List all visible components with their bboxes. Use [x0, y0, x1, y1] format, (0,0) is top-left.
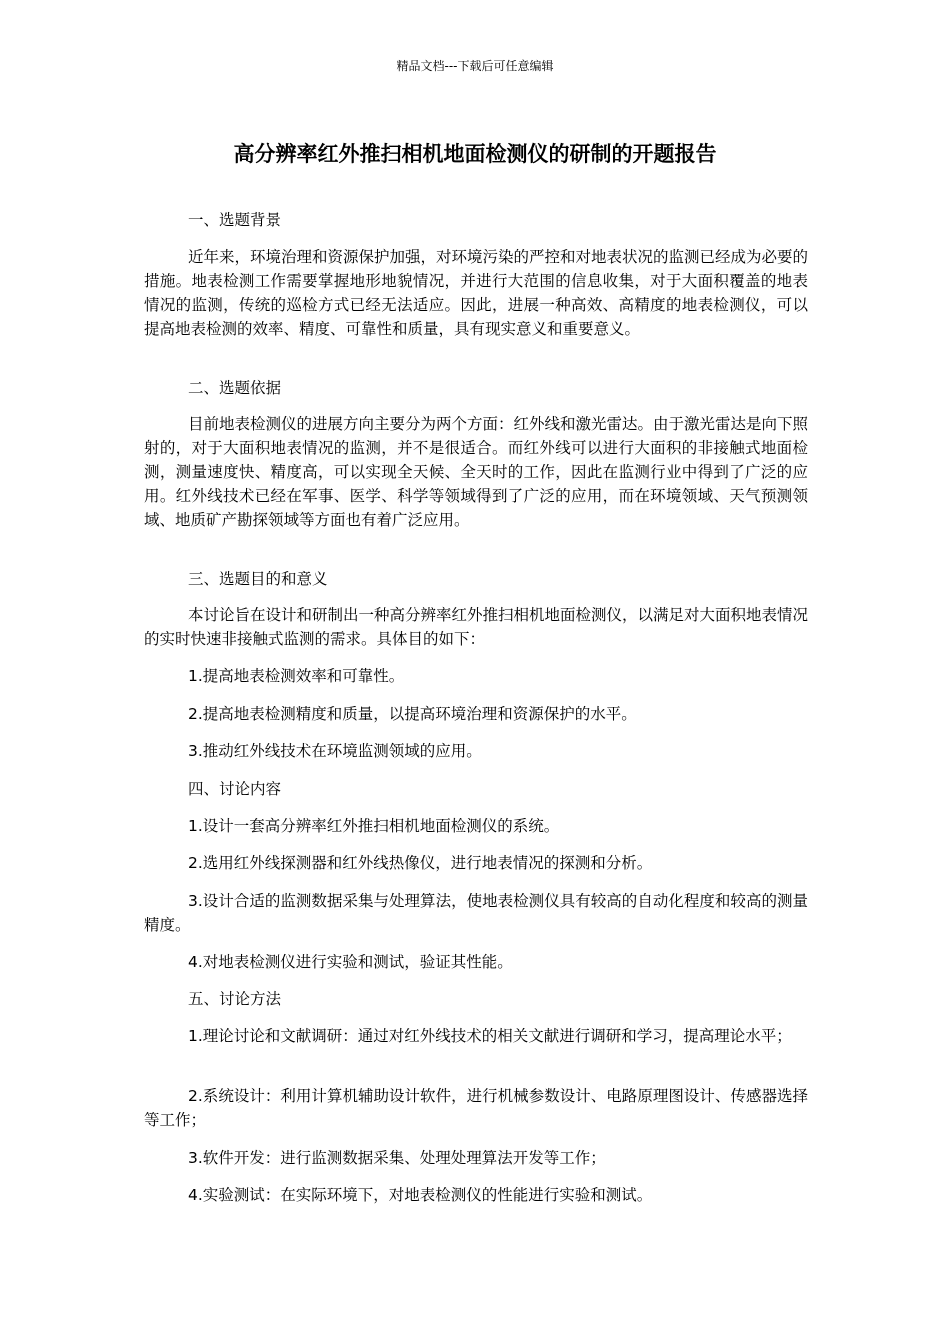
content-item-3: 3.设计合适的监测数据采集与处理算法，使地表检测仪具有较高的自动化程度和较高的测量精度。	[144, 892, 808, 934]
paragraph-basis: 目前地表检测仪的进展方向主要分为两个方面：红外线和激光雷达。由于激光雷达是向下照射的，对于大面积地表情况的监测，并不是很适合。而红外线可以进行大面积的非接触式地面检测，测量速度快、精度高，可以实现全天候、全天时的工作，因此在监测行业中得到了广泛的应用。红外线技术已经在军事、医学、科学等领域得到了广泛的应用，而在环境领域、天气预测领域、地质矿产勘探领域等方面也有着广泛应用。	[144, 415, 809, 529]
section-heading-purpose: 三、选题目的和意义	[188, 570, 328, 588]
section-heading-content: 四、讨论内容	[188, 780, 282, 798]
content-item-2: 2.选用红外线探测器和红外线热像仪，进行地表情况的探测和分析。	[188, 854, 653, 872]
purpose-item-1: 1.提高地表检测效率和可靠性。	[188, 667, 405, 685]
content-item-4: 4.对地表检测仪进行实验和测试，验证其性能。	[188, 953, 513, 971]
purpose-item-2: 2.提高地表检测精度和质量，以提高环境治理和资源保护的水平。	[188, 705, 637, 723]
section-heading-basis: 二、选题依据	[188, 379, 282, 397]
content-item-1: 1.设计一套高分辨率红外推扫相机地面检测仪的系统。	[188, 817, 560, 835]
header-note: 精品文档---下载后可任意编辑	[396, 59, 554, 73]
paragraph-purpose: 本讨论旨在设计和研制出一种高分辨率红外推扫相机地面检测仪，以满足对大面积地表情况的实时快速非接触式监测的需求。具体目的如下：	[144, 606, 809, 648]
purpose-item-3: 3.推动红外线技术在环境监测领域的应用。	[188, 742, 482, 760]
paragraph-background: 近年来，环境治理和资源保护加强，对环境污染的严控和对地表状况的监测已经成为必要的措施。地表检测工作需要掌握地形地貌情况，并进行大范围的信息收集，对于大面积覆盖的地表情况的监测，传统的巡检方式已经无法适应。因此，进展一种高效、高精度的地表检测仪，可以提高地表检测的效率、精度、可靠性和质量，具有现实意义和重要意义。	[144, 248, 809, 338]
method-item-1: 1.理论讨论和文献调研：通过对红外线技术的相关文献进行调研和学习，提高理论水平；	[188, 1027, 792, 1045]
method-item-2: 2.系统设计：利用计算机辅助设计软件，进行机械参数设计、电路原理图设计、传感器选择等工作；	[144, 1087, 808, 1129]
document-title: 高分辨率红外推扫相机地面检测仪的研制的开题报告	[233, 142, 717, 166]
section-heading-method: 五、讨论方法	[188, 990, 282, 1008]
method-item-3: 3.软件开发：进行监测数据采集、处理处理算法开发等工作；	[188, 1149, 606, 1167]
method-item-4: 4.实验测试：在实际环境下，对地表检测仪的性能进行实验和测试。	[188, 1186, 653, 1204]
section-heading-background: 一、选题背景	[188, 211, 282, 229]
